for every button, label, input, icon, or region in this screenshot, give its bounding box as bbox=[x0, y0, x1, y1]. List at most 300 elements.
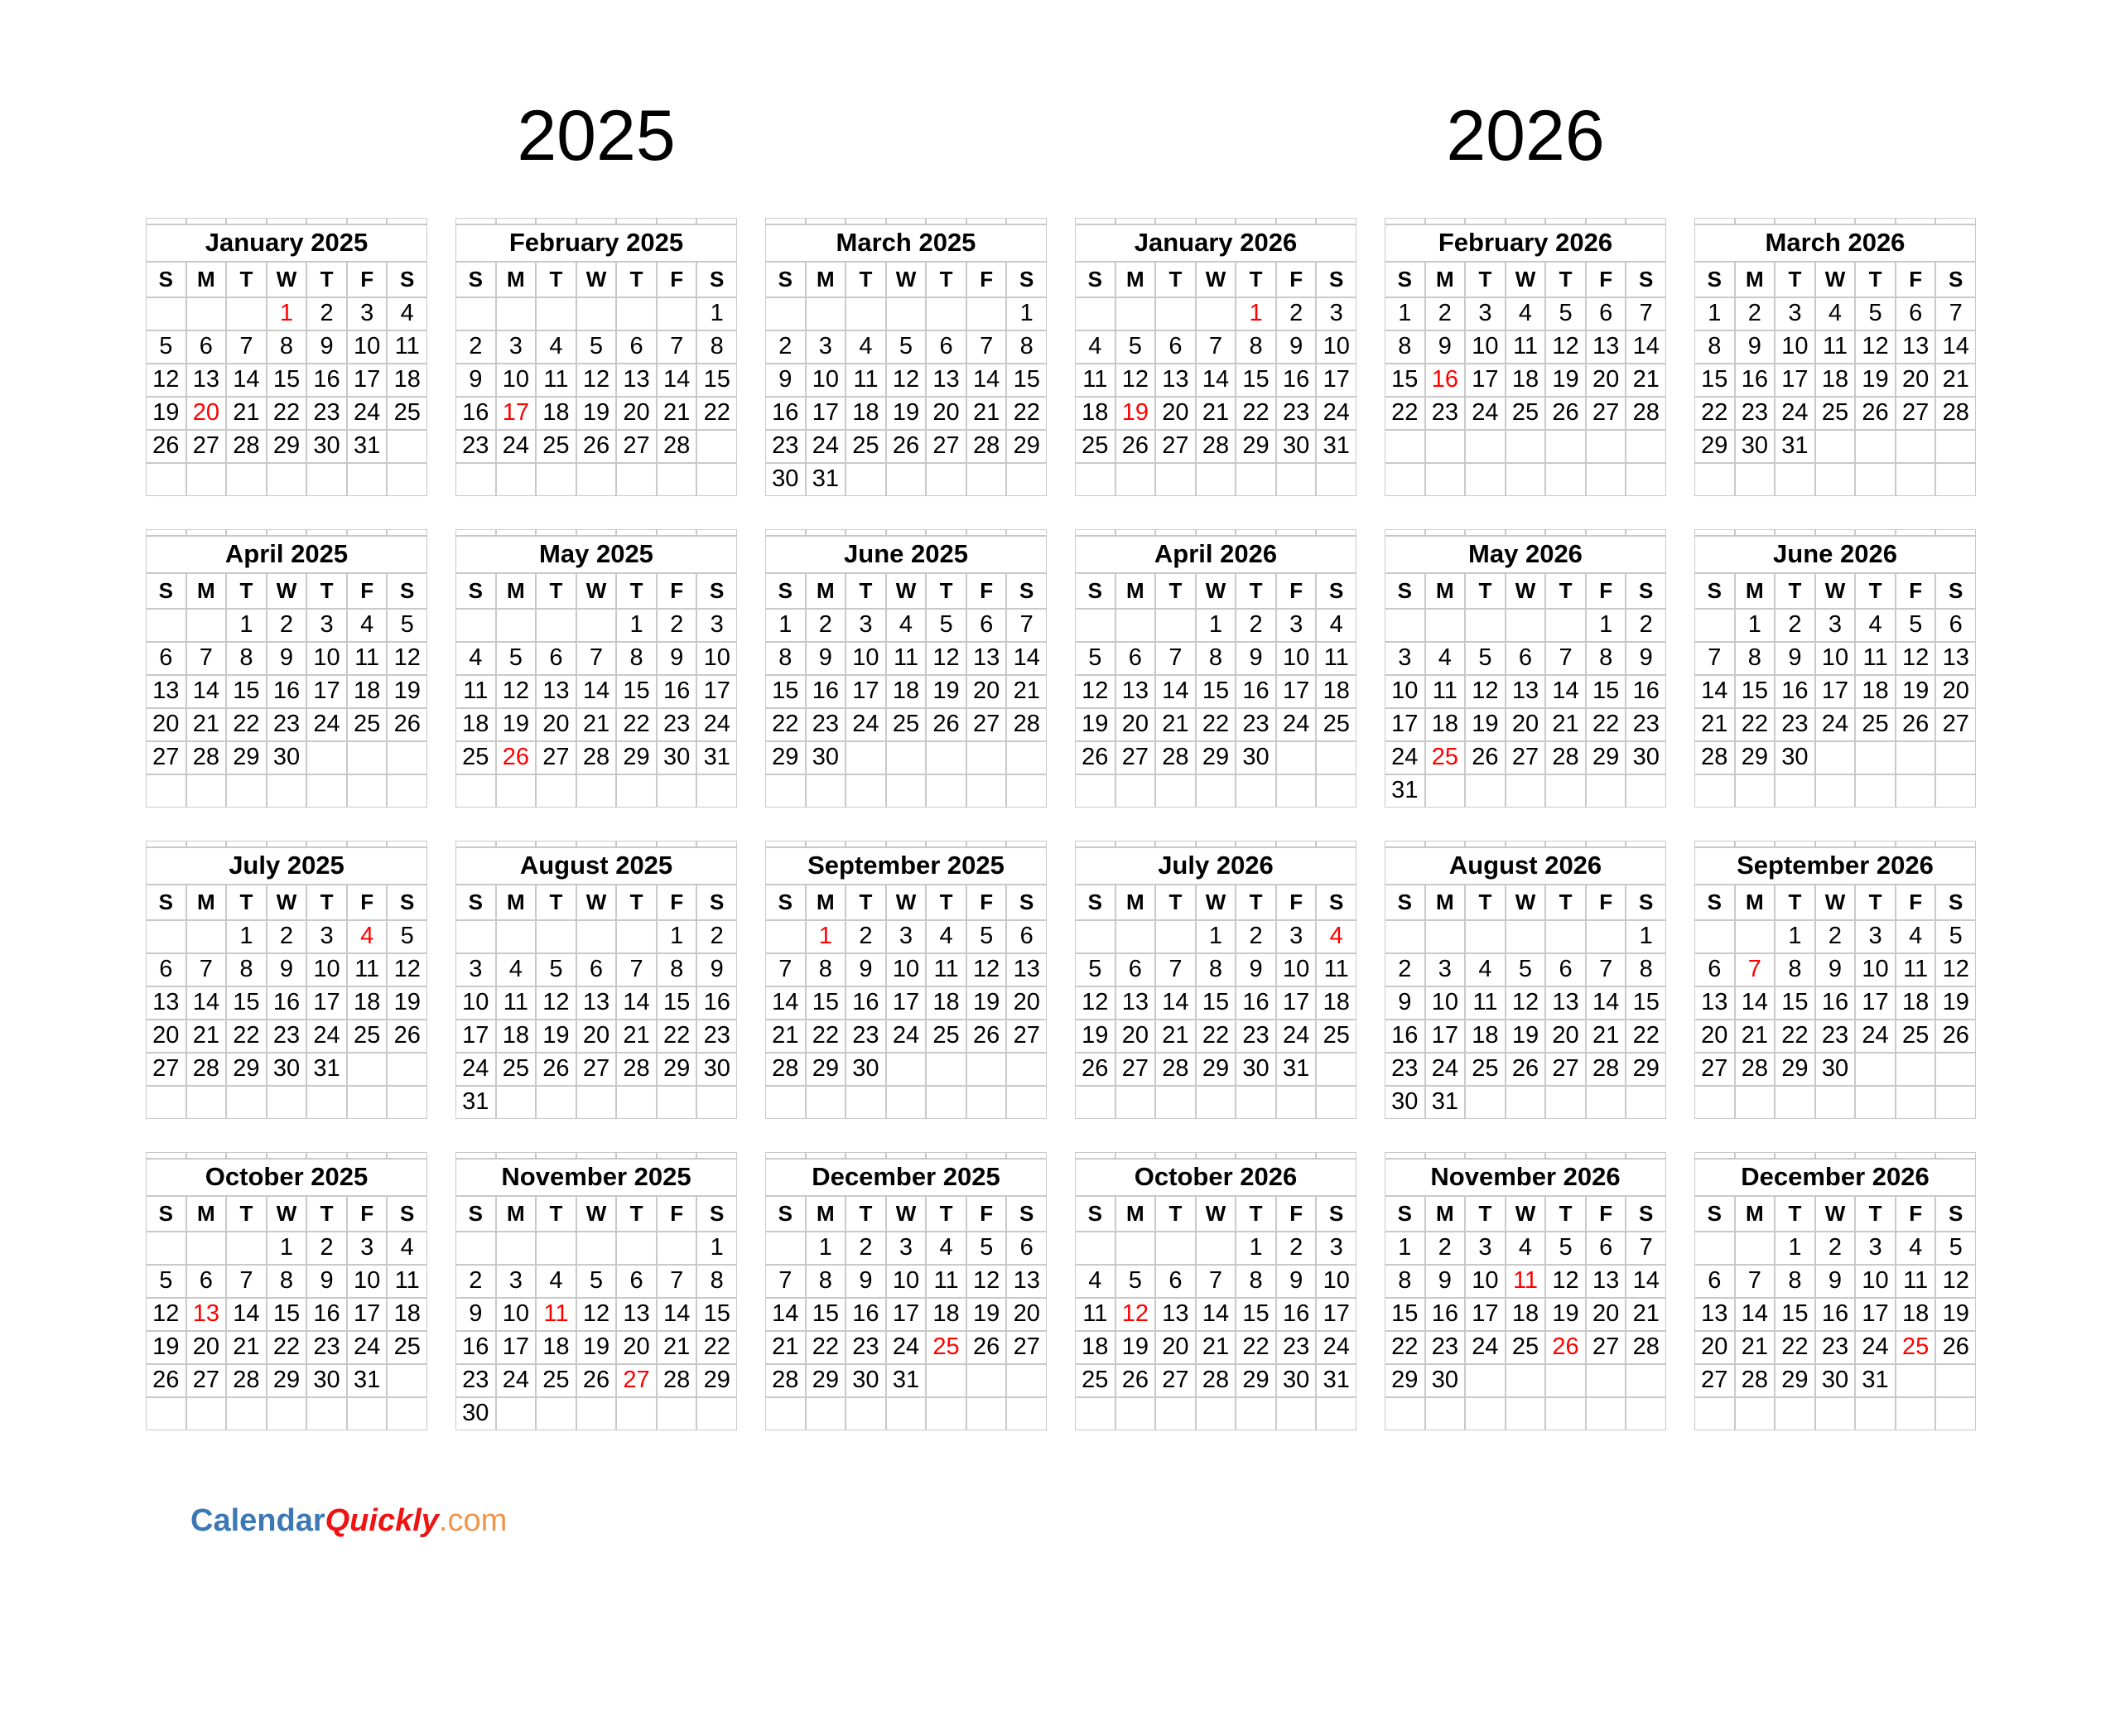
spacer-cell bbox=[806, 1152, 846, 1159]
spacer-cell bbox=[496, 841, 537, 847]
day-cell: 24 bbox=[1465, 397, 1506, 430]
day-cell: 17 bbox=[886, 1298, 927, 1331]
day-cell: 1 bbox=[696, 297, 737, 330]
day-cell: 6 bbox=[536, 642, 576, 675]
day-cell: 3 bbox=[1855, 920, 1896, 953]
day-cell: 9 bbox=[1815, 1265, 1856, 1298]
day-cell: 18 bbox=[1075, 397, 1115, 430]
day-cell: 8 bbox=[1196, 953, 1236, 986]
day-cell: 17 bbox=[1855, 1298, 1896, 1331]
day-cell: 9 bbox=[1626, 642, 1666, 675]
empty-day-cell bbox=[846, 741, 886, 774]
day-cell: 6 bbox=[1115, 953, 1156, 986]
day-cell: 13 bbox=[186, 364, 227, 397]
empty-day-cell bbox=[1855, 430, 1896, 463]
day-cell: 4 bbox=[926, 920, 966, 953]
empty-day-cell bbox=[1236, 774, 1276, 808]
day-cell: 13 bbox=[1506, 675, 1546, 708]
day-cell: 23 bbox=[657, 708, 697, 741]
day-cell: 3 bbox=[1276, 920, 1317, 953]
spacer-cell bbox=[1155, 841, 1196, 847]
weekday-header: M bbox=[1115, 1196, 1156, 1232]
day-cell-holiday: 25 bbox=[926, 1331, 966, 1364]
empty-day-cell bbox=[1775, 774, 1815, 808]
empty-day-cell bbox=[1586, 1397, 1626, 1430]
day-cell: 28 bbox=[226, 430, 267, 463]
spacer-cell bbox=[1735, 529, 1776, 536]
day-cell: 18 bbox=[846, 397, 886, 430]
spacer-cell bbox=[1815, 218, 1856, 224]
day-cell: 14 bbox=[1735, 986, 1776, 1020]
spacer-cell bbox=[765, 529, 806, 536]
spacer-cell bbox=[1276, 1152, 1317, 1159]
day-cell: 22 bbox=[616, 708, 657, 741]
empty-day-cell bbox=[1855, 1397, 1896, 1430]
empty-day-cell bbox=[616, 297, 657, 330]
empty-day-cell bbox=[926, 1364, 966, 1397]
day-cell-holiday: 11 bbox=[1506, 1265, 1546, 1298]
day-cell: 21 bbox=[765, 1331, 806, 1364]
weekday-header: S bbox=[146, 573, 186, 609]
day-cell: 23 bbox=[1626, 708, 1666, 741]
day-cell: 15 bbox=[616, 675, 657, 708]
day-cell: 16 bbox=[1626, 675, 1666, 708]
empty-day-cell bbox=[1855, 1086, 1896, 1119]
weekday-header: T bbox=[1155, 1196, 1196, 1232]
empty-day-cell bbox=[267, 463, 307, 496]
empty-day-cell bbox=[1425, 920, 1466, 953]
weekday-header: T bbox=[1775, 262, 1815, 297]
day-cell: 18 bbox=[536, 1331, 576, 1364]
empty-day-cell bbox=[1626, 463, 1666, 496]
spacer-cell bbox=[1196, 1152, 1236, 1159]
weekday-header: T bbox=[226, 1196, 267, 1232]
month-april-2026 bbox=[1075, 529, 1356, 808]
day-cell: 5 bbox=[576, 330, 617, 364]
weekday-header: T bbox=[1155, 573, 1196, 609]
day-cell: 20 bbox=[1586, 1298, 1626, 1331]
weekday-header: S bbox=[146, 262, 186, 297]
empty-day-cell bbox=[1465, 1086, 1506, 1119]
spacer-cell bbox=[387, 841, 427, 847]
spacer-cell bbox=[1815, 529, 1856, 536]
month-title-may-2025: May 2025 bbox=[455, 536, 737, 573]
day-cell: 8 bbox=[616, 642, 657, 675]
day-cell: 18 bbox=[1465, 1020, 1506, 1053]
day-cell: 29 bbox=[1196, 741, 1236, 774]
day-cell: 5 bbox=[1855, 297, 1896, 330]
day-cell: 4 bbox=[886, 609, 927, 642]
month-title-april-2025: April 2025 bbox=[146, 536, 427, 573]
day-cell: 14 bbox=[1694, 675, 1735, 708]
day-cell: 5 bbox=[1506, 953, 1546, 986]
calendarquickly-logo[interactable] bbox=[190, 1503, 507, 1539]
empty-day-cell bbox=[1775, 463, 1815, 496]
spacer-cell bbox=[966, 841, 1007, 847]
empty-day-cell bbox=[576, 774, 617, 808]
spacer-cell bbox=[186, 1152, 227, 1159]
day-cell: 9 bbox=[1735, 330, 1776, 364]
day-cell: 15 bbox=[1236, 364, 1276, 397]
weekday-header: S bbox=[1935, 262, 1976, 297]
empty-day-cell bbox=[1506, 1086, 1546, 1119]
day-cell-holiday: 26 bbox=[496, 741, 537, 774]
day-cell: 28 bbox=[226, 1364, 267, 1397]
day-cell: 8 bbox=[267, 330, 307, 364]
day-cell: 11 bbox=[886, 642, 927, 675]
spacer-cell bbox=[806, 841, 846, 847]
day-cell: 15 bbox=[696, 1298, 737, 1331]
day-cell: 8 bbox=[1385, 1265, 1425, 1298]
empty-day-cell bbox=[1006, 741, 1047, 774]
day-cell: 24 bbox=[846, 708, 886, 741]
weekday-header: W bbox=[576, 1196, 617, 1232]
weekday-header: S bbox=[1935, 573, 1976, 609]
empty-day-cell bbox=[1735, 1086, 1776, 1119]
empty-day-cell bbox=[1815, 1397, 1856, 1430]
spacer-cell bbox=[1075, 218, 1115, 224]
day-cell: 12 bbox=[387, 642, 427, 675]
spacer-cell bbox=[455, 1152, 496, 1159]
spacer-cell bbox=[186, 529, 227, 536]
day-cell: 21 bbox=[226, 397, 267, 430]
spacer-cell bbox=[886, 529, 927, 536]
day-cell: 21 bbox=[657, 1331, 697, 1364]
day-cell: 9 bbox=[846, 1265, 886, 1298]
day-cell: 1 bbox=[765, 609, 806, 642]
day-cell: 10 bbox=[347, 330, 388, 364]
day-cell: 1 bbox=[226, 609, 267, 642]
day-cell: 27 bbox=[536, 741, 576, 774]
day-cell: 19 bbox=[1465, 708, 1506, 741]
day-cell: 2 bbox=[1735, 297, 1776, 330]
empty-day-cell bbox=[926, 1086, 966, 1119]
day-cell: 8 bbox=[1775, 1265, 1815, 1298]
day-cell: 15 bbox=[806, 1298, 846, 1331]
day-cell: 22 bbox=[1626, 1020, 1666, 1053]
day-cell: 22 bbox=[696, 397, 737, 430]
spacer-cell bbox=[267, 1152, 307, 1159]
day-cell: 7 bbox=[1196, 330, 1236, 364]
day-cell: 17 bbox=[886, 986, 927, 1020]
day-cell: 17 bbox=[846, 675, 886, 708]
day-cell: 25 bbox=[536, 1364, 576, 1397]
day-cell: 23 bbox=[696, 1020, 737, 1053]
day-cell: 13 bbox=[1935, 642, 1976, 675]
day-cell: 30 bbox=[1775, 741, 1815, 774]
empty-day-cell bbox=[1626, 774, 1666, 808]
day-cell-holiday: 1 bbox=[806, 920, 846, 953]
day-cell: 8 bbox=[806, 1265, 846, 1298]
day-cell: 30 bbox=[1385, 1086, 1425, 1119]
day-cell: 6 bbox=[1006, 920, 1047, 953]
spacer-cell bbox=[1196, 218, 1236, 224]
weekday-header: M bbox=[1115, 573, 1156, 609]
day-cell: 19 bbox=[1896, 675, 1936, 708]
empty-day-cell bbox=[267, 1086, 307, 1119]
day-cell: 23 bbox=[806, 708, 846, 741]
day-cell: 20 bbox=[616, 397, 657, 430]
day-cell: 12 bbox=[1115, 364, 1156, 397]
weekday-header: T bbox=[1545, 573, 1586, 609]
spacer-cell bbox=[1626, 1152, 1666, 1159]
day-cell: 14 bbox=[1626, 1265, 1666, 1298]
day-cell: 23 bbox=[846, 1331, 886, 1364]
day-cell: 1 bbox=[657, 920, 697, 953]
empty-day-cell bbox=[657, 463, 697, 496]
day-cell: 10 bbox=[1855, 953, 1896, 986]
day-cell: 21 bbox=[1626, 1298, 1666, 1331]
day-cell: 2 bbox=[1425, 297, 1466, 330]
empty-day-cell bbox=[1935, 741, 1976, 774]
empty-day-cell bbox=[1155, 609, 1196, 642]
day-cell: 21 bbox=[1155, 1020, 1196, 1053]
day-cell: 19 bbox=[966, 1298, 1007, 1331]
empty-day-cell bbox=[536, 1086, 576, 1119]
day-cell: 17 bbox=[306, 986, 347, 1020]
day-cell: 7 bbox=[966, 330, 1007, 364]
day-cell: 4 bbox=[455, 642, 496, 675]
day-cell: 15 bbox=[806, 986, 846, 1020]
day-cell: 11 bbox=[1075, 1298, 1115, 1331]
weekday-header: S bbox=[765, 573, 806, 609]
day-cell: 4 bbox=[1316, 609, 1356, 642]
weekday-header: S bbox=[1694, 1196, 1735, 1232]
empty-day-cell bbox=[926, 297, 966, 330]
spacer-cell bbox=[616, 1152, 657, 1159]
day-cell: 16 bbox=[1236, 986, 1276, 1020]
day-cell: 14 bbox=[226, 364, 267, 397]
empty-day-cell bbox=[1626, 1086, 1666, 1119]
day-cell: 11 bbox=[387, 1265, 427, 1298]
day-cell: 25 bbox=[1465, 1053, 1506, 1086]
day-cell-holiday: 20 bbox=[186, 397, 227, 430]
day-cell: 26 bbox=[576, 1364, 617, 1397]
day-cell: 7 bbox=[1545, 642, 1586, 675]
month-november-2026 bbox=[1385, 1152, 1666, 1430]
day-cell: 19 bbox=[1506, 1020, 1546, 1053]
spacer-cell bbox=[1316, 218, 1356, 224]
day-cell: 15 bbox=[267, 1298, 307, 1331]
month-title-august-2026: August 2026 bbox=[1385, 847, 1666, 885]
day-cell: 6 bbox=[1155, 1265, 1196, 1298]
day-cell: 9 bbox=[1276, 1265, 1317, 1298]
year-title-2026: 2026 bbox=[1446, 96, 1605, 176]
day-cell: 26 bbox=[387, 1020, 427, 1053]
day-cell: 28 bbox=[1196, 1364, 1236, 1397]
spacer-cell bbox=[1006, 1152, 1047, 1159]
day-cell: 20 bbox=[1545, 1020, 1586, 1053]
empty-day-cell bbox=[1316, 774, 1356, 808]
day-cell: 1 bbox=[1385, 297, 1425, 330]
weekday-header: M bbox=[186, 573, 227, 609]
empty-day-cell bbox=[267, 774, 307, 808]
day-cell: 31 bbox=[1855, 1364, 1896, 1397]
empty-day-cell bbox=[966, 297, 1007, 330]
spacer-cell bbox=[1586, 218, 1626, 224]
day-cell: 10 bbox=[1425, 986, 1466, 1020]
empty-day-cell bbox=[806, 1397, 846, 1430]
day-cell: 13 bbox=[1586, 1265, 1626, 1298]
day-cell: 2 bbox=[1626, 609, 1666, 642]
weekday-header: T bbox=[616, 885, 657, 920]
day-cell: 12 bbox=[966, 1265, 1007, 1298]
day-cell: 27 bbox=[1115, 741, 1156, 774]
empty-day-cell bbox=[616, 463, 657, 496]
month-july-2026 bbox=[1075, 841, 1356, 1119]
day-cell: 8 bbox=[1626, 953, 1666, 986]
empty-day-cell bbox=[1735, 1232, 1776, 1265]
weekday-header: S bbox=[1694, 262, 1735, 297]
empty-day-cell bbox=[1196, 1397, 1236, 1430]
day-cell: 5 bbox=[966, 1232, 1007, 1265]
day-cell: 26 bbox=[1115, 1364, 1156, 1397]
day-cell: 29 bbox=[806, 1053, 846, 1086]
spacer-cell bbox=[616, 218, 657, 224]
month-title-january-2025: January 2025 bbox=[146, 224, 427, 262]
day-cell: 14 bbox=[1545, 675, 1586, 708]
empty-day-cell bbox=[1935, 1086, 1976, 1119]
day-cell: 8 bbox=[657, 953, 697, 986]
empty-day-cell bbox=[1075, 609, 1115, 642]
day-cell: 31 bbox=[306, 1053, 347, 1086]
day-cell: 10 bbox=[1316, 1265, 1356, 1298]
empty-day-cell bbox=[146, 1232, 186, 1265]
spacer-cell bbox=[1385, 218, 1425, 224]
day-cell: 14 bbox=[657, 364, 697, 397]
day-cell: 3 bbox=[1465, 297, 1506, 330]
day-cell: 30 bbox=[846, 1053, 886, 1086]
day-cell: 15 bbox=[1196, 675, 1236, 708]
weekday-header: F bbox=[1586, 262, 1626, 297]
empty-day-cell bbox=[1115, 920, 1156, 953]
empty-day-cell bbox=[536, 1232, 576, 1265]
day-cell: 25 bbox=[846, 430, 886, 463]
spacer-cell bbox=[1896, 218, 1936, 224]
spacer-cell bbox=[1735, 841, 1776, 847]
day-cell: 12 bbox=[1855, 330, 1896, 364]
day-cell: 27 bbox=[616, 430, 657, 463]
empty-day-cell bbox=[455, 1232, 496, 1265]
day-cell: 7 bbox=[616, 953, 657, 986]
day-cell: 20 bbox=[1006, 986, 1047, 1020]
empty-day-cell bbox=[186, 297, 227, 330]
empty-day-cell bbox=[1935, 463, 1976, 496]
day-cell: 26 bbox=[536, 1053, 576, 1086]
empty-day-cell bbox=[496, 463, 537, 496]
day-cell: 12 bbox=[576, 1298, 617, 1331]
spacer-cell bbox=[1465, 1152, 1506, 1159]
spacer-cell bbox=[267, 529, 307, 536]
day-cell: 21 bbox=[1935, 364, 1976, 397]
weekday-header: S bbox=[387, 262, 427, 297]
day-cell: 3 bbox=[1425, 953, 1466, 986]
day-cell-holiday: 7 bbox=[1735, 953, 1776, 986]
day-cell-holiday: 4 bbox=[1316, 920, 1356, 953]
day-cell: 28 bbox=[657, 430, 697, 463]
day-cell: 30 bbox=[1425, 1364, 1466, 1397]
day-cell: 20 bbox=[1694, 1020, 1735, 1053]
day-cell: 31 bbox=[806, 463, 846, 496]
spacer-cell bbox=[1896, 529, 1936, 536]
logo-com-text: .com bbox=[438, 1502, 508, 1538]
weekday-header: F bbox=[1586, 573, 1626, 609]
day-cell: 7 bbox=[576, 642, 617, 675]
spacer-cell bbox=[1316, 841, 1356, 847]
weekday-header: T bbox=[1545, 1196, 1586, 1232]
day-cell: 28 bbox=[1935, 397, 1976, 430]
day-cell: 23 bbox=[455, 1364, 496, 1397]
empty-day-cell bbox=[616, 774, 657, 808]
day-cell: 17 bbox=[347, 1298, 388, 1331]
day-cell: 17 bbox=[1276, 986, 1317, 1020]
empty-day-cell bbox=[186, 920, 227, 953]
spacer-cell bbox=[657, 218, 697, 224]
day-cell: 3 bbox=[496, 330, 537, 364]
empty-day-cell bbox=[536, 920, 576, 953]
day-cell-holiday: 17 bbox=[496, 397, 537, 430]
day-cell: 19 bbox=[387, 986, 427, 1020]
spacer-cell bbox=[696, 841, 737, 847]
day-cell: 28 bbox=[1586, 1053, 1626, 1086]
empty-day-cell bbox=[1425, 430, 1466, 463]
day-cell: 7 bbox=[1935, 297, 1976, 330]
spacer-cell bbox=[347, 529, 388, 536]
day-cell: 8 bbox=[1694, 330, 1735, 364]
month-title-march-2026: March 2026 bbox=[1694, 224, 1976, 262]
day-cell: 24 bbox=[1775, 397, 1815, 430]
month-title-june-2025: June 2025 bbox=[765, 536, 1047, 573]
spacer-cell bbox=[1075, 841, 1115, 847]
weekday-header: T bbox=[1545, 885, 1586, 920]
day-cell: 10 bbox=[306, 642, 347, 675]
empty-day-cell bbox=[1385, 1397, 1425, 1430]
day-cell: 13 bbox=[1115, 675, 1156, 708]
empty-day-cell bbox=[1935, 1053, 1976, 1086]
spacer-cell bbox=[186, 218, 227, 224]
day-cell: 6 bbox=[616, 1265, 657, 1298]
weekday-header: S bbox=[387, 573, 427, 609]
day-cell: 3 bbox=[846, 609, 886, 642]
weekday-header: W bbox=[576, 885, 617, 920]
day-cell: 26 bbox=[1935, 1331, 1976, 1364]
day-cell: 25 bbox=[1506, 1331, 1546, 1364]
day-cell: 16 bbox=[455, 397, 496, 430]
spacer-cell bbox=[1855, 841, 1896, 847]
day-cell: 18 bbox=[347, 986, 388, 1020]
day-cell: 14 bbox=[186, 986, 227, 1020]
day-cell: 2 bbox=[1815, 920, 1856, 953]
weekday-header: S bbox=[1935, 885, 1976, 920]
empty-day-cell bbox=[1506, 430, 1546, 463]
weekday-header: F bbox=[966, 573, 1007, 609]
day-cell: 24 bbox=[1385, 741, 1425, 774]
empty-day-cell bbox=[1316, 1397, 1356, 1430]
spacer-cell bbox=[455, 841, 496, 847]
day-cell: 23 bbox=[1385, 1053, 1425, 1086]
day-cell: 13 bbox=[1586, 330, 1626, 364]
day-cell: 2 bbox=[306, 1232, 347, 1265]
day-cell: 19 bbox=[1935, 986, 1976, 1020]
logo-quickly-text: Quickly bbox=[325, 1502, 439, 1538]
empty-day-cell bbox=[1196, 1232, 1236, 1265]
empty-day-cell bbox=[696, 1397, 737, 1430]
empty-day-cell bbox=[576, 1397, 617, 1430]
day-cell: 26 bbox=[1075, 1053, 1115, 1086]
empty-day-cell bbox=[1586, 920, 1626, 953]
day-cell: 27 bbox=[1586, 397, 1626, 430]
empty-day-cell bbox=[536, 297, 576, 330]
